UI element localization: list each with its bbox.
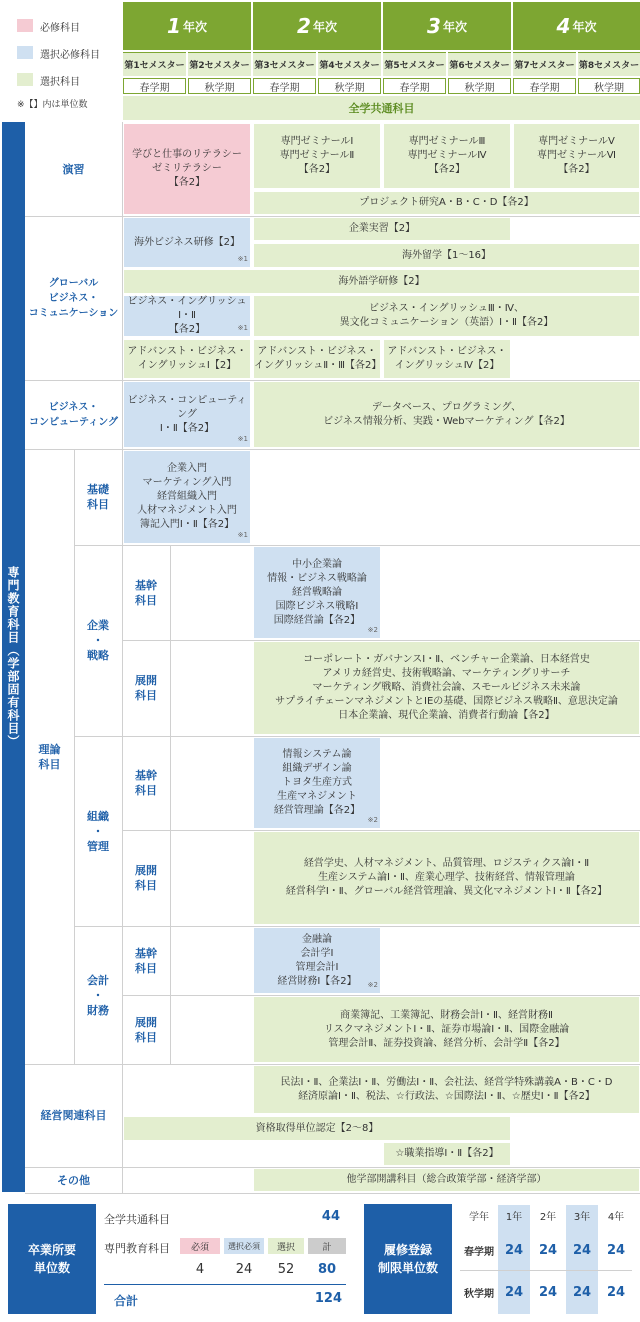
year-header-1: 1 年次 bbox=[123, 2, 251, 50]
divider bbox=[170, 545, 171, 1064]
course-shikaku: 資格取得単位認定【2〜8】 bbox=[124, 1117, 510, 1140]
grad-header-total: 計 bbox=[308, 1238, 346, 1254]
course-seminar-1-2: 専門ゼミナールⅠ 専門ゼミナールⅡ 【各2】 bbox=[254, 124, 380, 188]
category-kaikei: 会計 ・ 財務 bbox=[87, 973, 109, 1017]
grad-header-select-required: 選択必須 bbox=[224, 1238, 264, 1254]
divider bbox=[122, 830, 640, 831]
course-gogaku: 海外語学研修【2】 bbox=[124, 270, 639, 293]
reg-spring-2: 24 bbox=[538, 1242, 558, 1258]
reg-year-1: 1年 bbox=[498, 1205, 530, 1225]
course-shokugyo: ☆職業指導Ⅰ・Ⅱ【各2】 bbox=[384, 1143, 510, 1165]
course-be-1-2: ビジネス・イングリッシュⅠ・Ⅱ 【各2】 ※1 bbox=[124, 296, 250, 336]
semester-4: 第4セメスター bbox=[318, 52, 381, 76]
semester-3: 第3セメスター bbox=[253, 52, 316, 76]
course-kigyo-jisshu: 企業実習【2】 bbox=[254, 218, 510, 240]
divider bbox=[122, 640, 640, 641]
kigyo-kikan-label: 基幹 科目 bbox=[135, 578, 157, 607]
reg-fall-1: 24 bbox=[504, 1284, 524, 1300]
reg-spring-label: 春学期 bbox=[464, 1246, 494, 1258]
category-enshu: 演習 bbox=[62, 162, 85, 176]
legend-select-required: 選択必修科目 bbox=[40, 50, 100, 61]
grad-value-elective: 52 bbox=[277, 1261, 295, 1277]
course-seminar-3-4: 専門ゼミナールⅢ 専門ゼミナールⅣ 【各2】 bbox=[384, 124, 510, 188]
category-kanren: 経営関連科目 bbox=[40, 1109, 107, 1122]
grad-total-value: 124 bbox=[314, 1291, 342, 1306]
grad-senmon-label: 専門教育科目 bbox=[104, 1242, 170, 1255]
reg-fall-2: 24 bbox=[538, 1284, 558, 1300]
side-label: 専門教育科目（学部固有科目） bbox=[2, 122, 25, 1192]
category-other: その他 bbox=[57, 1173, 90, 1187]
semester-7: 第7セメスター bbox=[513, 52, 576, 76]
term-2: 秋学期 bbox=[188, 78, 251, 94]
reg-fall-4: 24 bbox=[606, 1284, 626, 1300]
soshiki-tenkai-label: 展開 科目 bbox=[135, 864, 157, 892]
grad-value-total: 80 bbox=[317, 1261, 337, 1277]
note-2: ※2 bbox=[367, 626, 378, 634]
course-kaigai-ryugaku: 海外留学【1〜16】 bbox=[254, 244, 639, 267]
term-5: 春学期 bbox=[383, 78, 446, 94]
course-tagakubu: 他学部開講科目（総合政策学部・経済学部） bbox=[254, 1169, 639, 1191]
course-kaikei-kikan: 金融論 会計学Ⅰ 管理会計Ⅰ 経営財務Ⅰ【各2】 ※2 bbox=[254, 928, 380, 993]
divider bbox=[460, 1270, 632, 1271]
grad-value-required: 4 bbox=[195, 1261, 205, 1277]
course-bc-1-2: ビジネス・コンピューティング Ⅰ・Ⅱ【各2】 ※1 bbox=[124, 382, 250, 447]
category-riron: 理論 科目 bbox=[38, 742, 61, 771]
reg-year-4: 4年 bbox=[607, 1211, 625, 1223]
term-1: 春学期 bbox=[123, 78, 186, 94]
legend-required: 必修科目 bbox=[40, 23, 80, 34]
elective-swatch bbox=[17, 73, 33, 86]
term-6: 秋学期 bbox=[448, 78, 511, 94]
select-required-swatch bbox=[17, 46, 33, 59]
grad-common-label: 全学共通科目 bbox=[104, 1213, 170, 1226]
semester-2: 第2セメスター bbox=[188, 52, 251, 76]
category-computing: ビジネス・ コンピューティング bbox=[29, 401, 118, 428]
grad-header-elective: 選択 bbox=[268, 1238, 304, 1254]
term-7: 春学期 bbox=[513, 78, 576, 94]
semester-8: 第8セメスター bbox=[578, 52, 640, 76]
course-adv-1: アドバンスト・ビジネス・ イングリッシュⅠ【2】 bbox=[124, 340, 250, 378]
grad-common-value: 44 bbox=[321, 1209, 340, 1224]
reg-year-header: 学年 bbox=[469, 1211, 489, 1223]
course-soshiki-kikan: 情報システム論 組織デザイン論 トヨタ生産方式 生産マネジメント 経営管理論【各2】 ※2 bbox=[254, 738, 380, 828]
course-be-3-4: ビジネス・イングリッシュⅢ・Ⅳ、 異文化コミュニケーション（英語）Ⅰ・Ⅱ【各2】 bbox=[254, 296, 639, 336]
course-kaigai-kenshu: 海外ビジネス研修【2】 ※1 bbox=[124, 218, 250, 267]
course-kigyo-tenkai: コーポレート・ガバナンスⅠ・Ⅱ、ベンチャー企業論、日本経営史 アメリカ経営史、技術戦略論、マーケティングリサーチ マーケティング戦略、消費社会論、スモールビジネス未来論 サプライチェーンマネジメントとIEの基礎、国際ビジネス戦略Ⅱ、意思決定論 日本企業論、現代企業論、消費者行動論【各2】 bbox=[254, 642, 639, 734]
term-3: 春学期 bbox=[253, 78, 316, 94]
reg-fall-3: 24 bbox=[572, 1284, 592, 1300]
grad-total-label: 合計 bbox=[114, 1294, 139, 1308]
reg-spring-4: 24 bbox=[606, 1242, 626, 1258]
legend-note: ※【】内は単位数 bbox=[17, 100, 88, 110]
note-1: ※1 bbox=[237, 435, 248, 443]
grad-header-required: 必須 bbox=[180, 1238, 220, 1254]
course-project: プロジェクト研究A・B・C・D【各2】 bbox=[254, 192, 639, 214]
kigyo-tenkai-label: 展開 科目 bbox=[135, 674, 157, 702]
registration-title: 履修登録 制限単位数 bbox=[364, 1204, 452, 1314]
note-1: ※1 bbox=[237, 255, 248, 263]
grad-value-select-required: 24 bbox=[235, 1261, 253, 1277]
semester-1: 第1セメスター bbox=[123, 52, 186, 76]
reg-fall-label: 秋学期 bbox=[464, 1288, 494, 1300]
semester-5: 第5セメスター bbox=[383, 52, 446, 76]
course-seminar-5-6: 専門ゼミナールⅤ 専門ゼミナールⅥ 【各2】 bbox=[514, 124, 639, 188]
course-data: データベース、プログラミング、 ビジネス情報分析、実践・Webマーケティング【各2】 bbox=[254, 382, 639, 447]
divider bbox=[25, 1193, 640, 1194]
term-4: 秋学期 bbox=[318, 78, 381, 94]
reg-spring-3: 24 bbox=[572, 1242, 592, 1258]
reg-spring-1: 24 bbox=[504, 1242, 524, 1258]
category-kiso: 基礎 科目 bbox=[87, 483, 109, 511]
kaikei-kikan-label: 基幹 科目 bbox=[135, 946, 157, 975]
note-2: ※2 bbox=[367, 816, 378, 824]
course-seminar-literacy: 学びと仕事のリテラシー ゼミリテラシー 【各2】 bbox=[124, 124, 250, 214]
divider bbox=[104, 1284, 346, 1285]
reg-year-3: 3年 bbox=[566, 1205, 598, 1225]
term-8: 秋学期 bbox=[578, 78, 640, 94]
year-header-2: 2 年次 bbox=[253, 2, 381, 50]
course-kaikei-tenkai: 商業簿記、工業簿記、財務会計Ⅰ・Ⅱ、経営財務Ⅱ リスクマネジメントⅠ・Ⅱ、証券市場論Ⅰ・Ⅱ、国際金融論 管理会計Ⅱ、証券投資論、経営分析、会計学Ⅱ【各2】 bbox=[254, 997, 639, 1062]
note-1: ※1 bbox=[237, 531, 248, 539]
year-header-3: 3 年次 bbox=[383, 2, 511, 50]
category-kigyo: 企業 ・ 戦略 bbox=[87, 619, 109, 662]
legend-elective: 選択科目 bbox=[40, 77, 80, 88]
category-soshiki: 組織 ・ 管理 bbox=[87, 809, 109, 853]
note-1: ※1 bbox=[237, 324, 248, 332]
course-kanren-list: 民法Ⅰ・Ⅱ、企業法Ⅰ・Ⅱ、労働法Ⅰ・Ⅱ、会社法、経営学特殊講義A・B・C・D 経済原論Ⅰ・Ⅱ、税法、☆行政法、☆国際法Ⅰ・Ⅱ、☆歴史Ⅰ・Ⅱ【各2】 bbox=[254, 1066, 639, 1113]
required-swatch bbox=[17, 19, 33, 32]
soshiki-kikan-label: 基幹 科目 bbox=[135, 769, 157, 797]
common-subjects-banner: 全学共通科目 bbox=[123, 96, 640, 120]
year-header-4: 4 年次 bbox=[513, 2, 640, 50]
category-global: グローバル ビジネス・ コミュニケーション bbox=[28, 277, 119, 319]
kaikei-tenkai-label: 展開 科目 bbox=[135, 1015, 157, 1044]
divider bbox=[122, 995, 640, 996]
graduation-title: 卒業所要 単位数 bbox=[8, 1204, 96, 1314]
note-2: ※2 bbox=[367, 981, 378, 989]
course-adv-2-3: アドバンスト・ビジネス・ イングリッシュⅡ・Ⅲ【各2】 bbox=[254, 340, 380, 378]
course-kiso-list: 企業入門 マーケティング入門 経営組織入門 人材マネジメント入門 簿記入門Ⅰ・Ⅱ【各2】 ※1 bbox=[124, 451, 250, 543]
course-kigyo-kikan: 中小企業論 情報・ビジネス戦略論 経営戦略論 国際ビジネス戦略Ⅰ 国際経営論【各2】 ※2 bbox=[254, 547, 380, 638]
semester-6: 第6セメスター bbox=[448, 52, 511, 76]
reg-year-2: 2年 bbox=[539, 1211, 557, 1223]
course-adv-4: アドバンスト・ビジネス・ イングリッシュⅣ【2】 bbox=[384, 340, 510, 378]
course-soshiki-tenkai: 経営学史、人材マネジメント、品質管理、ロジスティクス論Ⅰ・Ⅱ 生産システム論Ⅰ・Ⅱ、産業心理学、技術経営、情報管理論 経営科学Ⅰ・Ⅱ、グローバル経営管理論、異文化マネジメントⅠ・Ⅱ【各2】 bbox=[254, 832, 639, 924]
